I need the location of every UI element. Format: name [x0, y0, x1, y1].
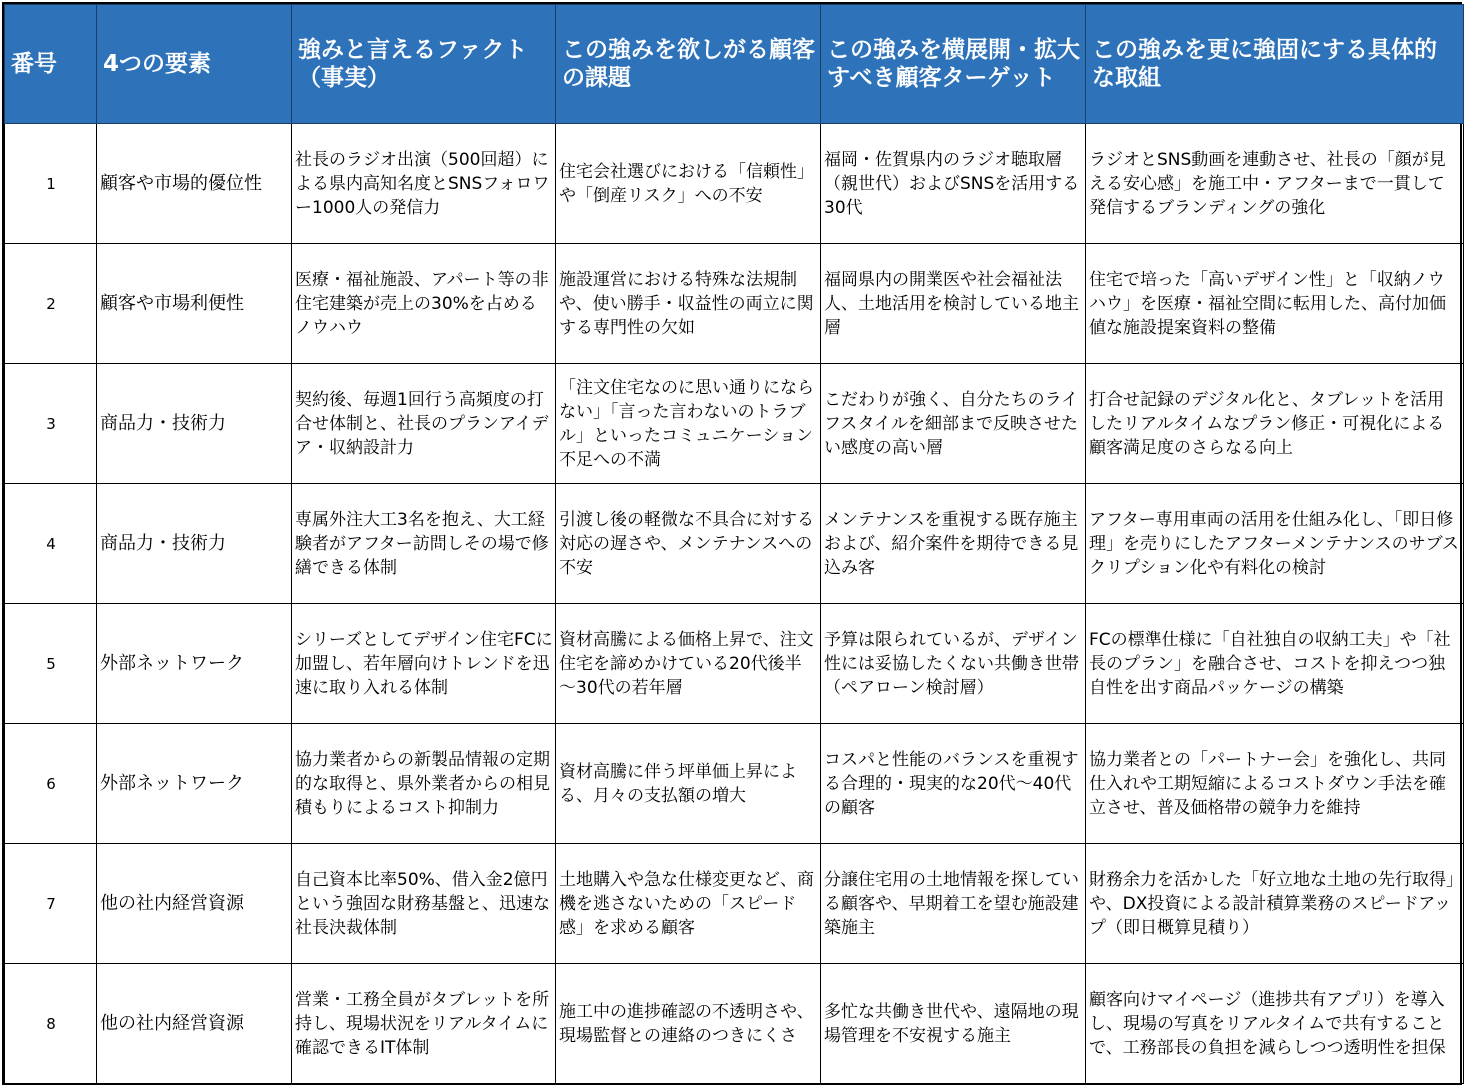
- cell-issue: 施設運営における特殊な法規制や、使い勝手・収益性の両立に関する専門性の欠如: [556, 244, 821, 364]
- header-customer-issue: この強みを欲しがる顧客の課題: [556, 5, 821, 124]
- table-row: [5, 484, 1464, 604]
- header-element: 4つの要素: [97, 5, 292, 124]
- cell-fact: シリーズとしてデザイン住宅FCに加盟し、若年層向けトレンドを迅速に取り入れる体制: [292, 604, 556, 724]
- cell-issue: 施工中の進捗確認の不透明さや、現場監督との連絡のつきにくさ: [556, 964, 821, 1084]
- cell-element: 商品力・技術力: [97, 484, 292, 604]
- cell-fact: 協力業者からの新製品情報の定期的な取得と、県外業者からの相見積もりによるコスト抑制力: [292, 724, 556, 844]
- table-row: [5, 724, 1464, 844]
- cell-fact: 契約後、毎週1回行う高頻度の打合せ体制と、社長のプランアイデア・収納設計力: [292, 364, 556, 484]
- strengths-table: [4, 4, 1464, 1084]
- cell-target: こだわりが強く、自分たちのライフスタイルを細部まで反映させたい感度の高い層: [821, 364, 1086, 484]
- cell-element: 顧客や市場利便性: [97, 244, 292, 364]
- cell-action: 顧客向けマイページ（進捗共有アプリ）を導入し、現場の写真をリアルタイムで共有することで、工務部長の負担を減らしつつ透明性を担保: [1086, 964, 1464, 1084]
- cell-target: 多忙な共働き世代や、遠隔地の現場管理を不安視する施主: [821, 964, 1086, 1084]
- cell-target: 分譲住宅用の土地情報を探している顧客や、早期着工を望む施設建築施主: [821, 844, 1086, 964]
- cell-element: 外部ネットワーク: [97, 604, 292, 724]
- cell-issue: 「注文住宅なのに思い通りにならない」「言った言わないのトラブル」といったコミュニケーション不足への不満: [556, 364, 821, 484]
- cell-fact: 社長のラジオ出演（500回超）による県内高知名度とSNSフォロワー1000人の発信力: [292, 124, 556, 244]
- cell-fact: 専属外注大工3名を抱え、大工経験者がアフター訪問しその場で修繕できる体制: [292, 484, 556, 604]
- cell-element: 他の社内経営資源: [97, 964, 292, 1084]
- cell-target: 福岡・佐賀県内のラジオ聴取層（親世代）およびSNSを活用する30代: [821, 124, 1086, 244]
- table-row: [5, 124, 1464, 244]
- cell-number: 2: [5, 244, 97, 364]
- cell-target: 予算は限られているが、デザイン性には妥協したくない共働き世帯（ペアローン検討層）: [821, 604, 1086, 724]
- cell-number: 6: [5, 724, 97, 844]
- cell-number: 1: [5, 124, 97, 244]
- cell-number: 3: [5, 364, 97, 484]
- cell-action: 協力業者との「パートナー会」を強化し、共同仕入れや工期短縮によるコストダウン手法を確立させ、普及価格帯の競争力を維持: [1086, 724, 1464, 844]
- cell-element: 外部ネットワーク: [97, 724, 292, 844]
- cell-fact: 営業・工務全員がタブレットを所持し、現場状況をリアルタイムに確認できるIT体制: [292, 964, 556, 1084]
- cell-fact: 自己資本比率50%、借入金2億円という強固な財務基盤と、迅速な社長決裁体制: [292, 844, 556, 964]
- cell-target: メンテナンスを重視する既存施主および、紹介案件を期待できる見込み客: [821, 484, 1086, 604]
- cell-target: 福岡県内の開業医や社会福祉法人、土地活用を検討している地主層: [821, 244, 1086, 364]
- cell-target: コスパと性能のバランスを重視する合理的・現実的な20代～40代の顧客: [821, 724, 1086, 844]
- header-target: この強みを横展開・拡大すべき顧客ターゲット: [821, 5, 1086, 124]
- cell-action: 財務余力を活かした「好立地な土地の先行取得」や、DX投資による設計積算業務のスピードアップ（即日概算見積り）: [1086, 844, 1464, 964]
- cell-issue: 資材高騰に伴う坪単価上昇による、月々の支払額の増大: [556, 724, 821, 844]
- header-action: この強みを更に強固にする具体的な取組: [1086, 5, 1464, 124]
- cell-number: 8: [5, 964, 97, 1084]
- cell-action: 住宅で培った「高いデザイン性」と「収納ノウハウ」を医療・福祉空間に転用した、高付加価値な施設提案資料の整備: [1086, 244, 1464, 364]
- table-row: [5, 604, 1464, 724]
- cell-element: 顧客や市場的優位性: [97, 124, 292, 244]
- cell-action: ラジオとSNS動画を連動させ、社長の「顔が見える安心感」を施工中・アフターまで一貫して発信するブランディングの強化: [1086, 124, 1464, 244]
- table-row: [5, 964, 1464, 1084]
- cell-issue: 資材高騰による価格上昇で、注文住宅を諦めかけている20代後半～30代の若年層: [556, 604, 821, 724]
- cell-action: アフター専用車両の活用を仕組み化し、「即日修理」を売りにしたアフターメンテナンスのサブスクリプション化や有料化の検討: [1086, 484, 1464, 604]
- cell-issue: 住宅会社選びにおける「信頼性」や「倒産リスク」への不安: [556, 124, 821, 244]
- table-row: [5, 244, 1464, 364]
- cell-element: 他の社内経営資源: [97, 844, 292, 964]
- cell-fact: 医療・福祉施設、アパート等の非住宅建築が売上の30%を占めるノウハウ: [292, 244, 556, 364]
- cell-number: 4: [5, 484, 97, 604]
- cell-action: FCの標準仕様に「自社独自の収納工夫」や「社長のプラン」を融合させ、コストを抑えつつ独自性を出す商品パッケージの構築: [1086, 604, 1464, 724]
- cell-element: 商品力・技術力: [97, 364, 292, 484]
- cell-action: 打合せ記録のデジタル化と、タブレットを活用したリアルタイムなプラン修正・可視化による顧客満足度のさらなる向上: [1086, 364, 1464, 484]
- cell-issue: 土地購入や急な仕様変更など、商機を逃さないための「スピード感」を求める顧客: [556, 844, 821, 964]
- cell-issue: 引渡し後の軽微な不具合に対する対応の遅さや、メンテナンスへの不安: [556, 484, 821, 604]
- cell-number: 7: [5, 844, 97, 964]
- header-row: [5, 5, 1464, 124]
- header-number: 番号: [5, 5, 97, 124]
- cell-number: 5: [5, 604, 97, 724]
- header-fact: 強みと言えるファクト（事実）: [292, 5, 556, 124]
- table-row: [5, 364, 1464, 484]
- table-row: [5, 844, 1464, 964]
